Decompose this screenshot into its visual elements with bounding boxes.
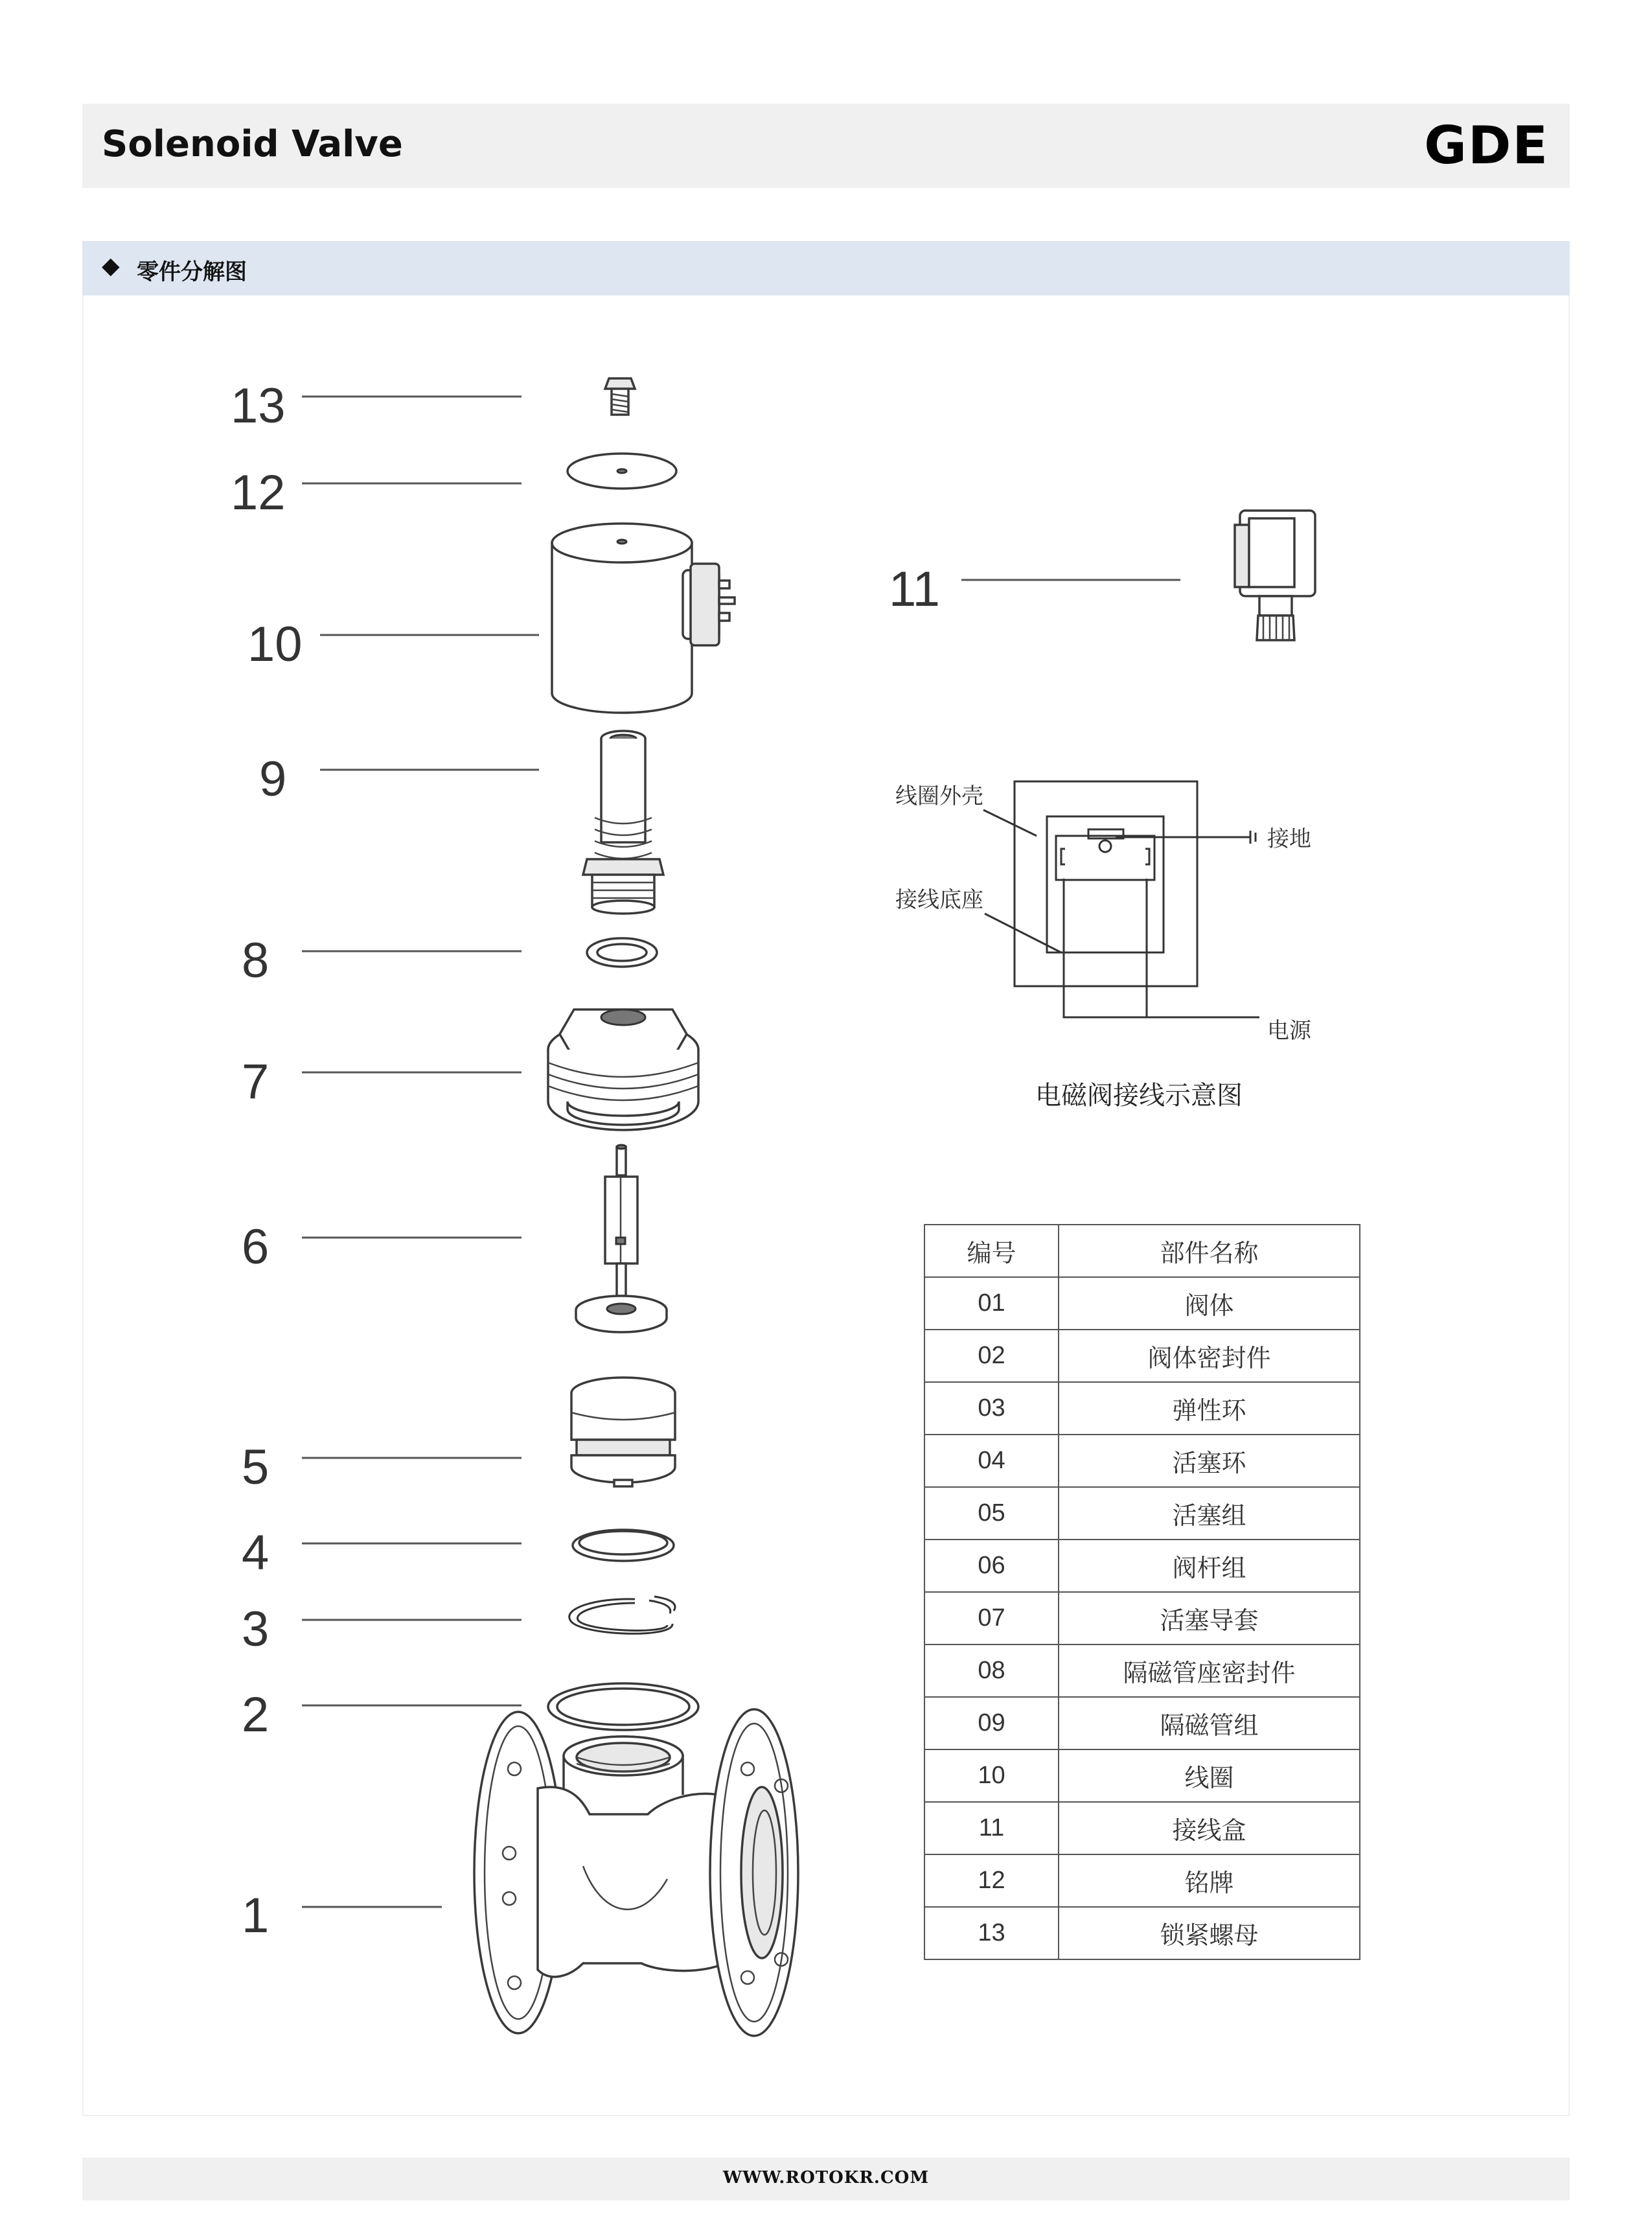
piston-ring-part	[573, 1530, 674, 1561]
part-number: 13	[924, 1907, 1059, 1959]
table-row	[924, 1802, 1360, 1854]
part-name: 隔磁管组	[1059, 1697, 1360, 1749]
piston-guide-part	[548, 1010, 698, 1130]
callout-9: 9	[259, 752, 287, 807]
table-header-row	[924, 1225, 1360, 1277]
table-row	[924, 1907, 1360, 1959]
part-name: 接线盒	[1059, 1802, 1360, 1854]
wiring-caption: 电磁阀接线示意图	[1035, 1081, 1243, 1111]
part-name: 弹性环	[1059, 1382, 1360, 1435]
document-title: Solenoid Valve	[102, 123, 403, 165]
part-name: 隔磁管座密封件	[1059, 1644, 1360, 1697]
section-title: 零件分解图	[137, 259, 247, 285]
part-name: 线圈	[1059, 1749, 1360, 1802]
part-number: 12	[924, 1854, 1059, 1907]
header-number: 编号	[924, 1225, 1059, 1277]
part-name: 阀体	[1059, 1277, 1360, 1330]
tube-seat-seal-part	[587, 938, 657, 967]
callout-3: 3	[242, 1602, 270, 1657]
table-row	[924, 1382, 1360, 1435]
header-part-name: 部件名称	[1059, 1225, 1360, 1277]
label-coil-housing: 线圈外壳	[895, 783, 983, 809]
part-number: 05	[924, 1487, 1059, 1540]
callout-5: 5	[242, 1440, 270, 1495]
part-number: 09	[924, 1697, 1059, 1749]
part-name: 活塞环	[1059, 1435, 1360, 1487]
isolation-tube-part	[583, 731, 663, 914]
callout-2: 2	[242, 1687, 270, 1742]
part-name: 活塞导套	[1059, 1592, 1360, 1644]
table-row	[924, 1644, 1360, 1697]
part-number: 10	[924, 1749, 1059, 1802]
label-power: 电源	[1267, 1018, 1311, 1044]
elastic-ring-part	[569, 1597, 675, 1633]
footer-bar	[82, 2158, 1570, 2200]
table-row	[924, 1435, 1360, 1487]
table-row	[924, 1592, 1360, 1644]
table-row	[924, 1330, 1360, 1382]
part-name: 阀杆组	[1059, 1540, 1360, 1592]
callout-11: 11	[889, 562, 940, 617]
table-row	[924, 1749, 1360, 1802]
part-number: 01	[924, 1277, 1059, 1330]
terminal-box-part	[1235, 511, 1315, 640]
part-number: 11	[924, 1802, 1059, 1854]
coil-part	[552, 524, 735, 713]
diamond-bullet-icon: ◆	[102, 253, 120, 279]
callout-10: 10	[247, 617, 303, 672]
callout-12: 12	[231, 465, 286, 520]
footer-website-link[interactable]: WWW.ROTOKR.COM	[722, 2168, 930, 2187]
part-name: 活塞组	[1059, 1487, 1360, 1540]
valve-stem-part	[576, 1145, 667, 1332]
callout-13: 13	[231, 378, 286, 433]
callout-6: 6	[242, 1219, 270, 1275]
callout-4: 4	[242, 1525, 270, 1580]
table-row	[924, 1540, 1360, 1592]
part-number: 03	[924, 1382, 1059, 1435]
wiring-schematic	[895, 781, 1312, 1111]
nameplate-part	[568, 454, 676, 489]
part-number: 06	[924, 1540, 1059, 1592]
parts-table	[924, 1224, 1360, 1960]
table-row	[924, 1487, 1360, 1540]
lock-nut-part	[605, 378, 635, 415]
brand-logo: GDE	[1424, 115, 1549, 176]
label-terminal-base: 接线底座	[895, 887, 983, 913]
piston-assembly-part	[571, 1378, 675, 1486]
table-row	[924, 1277, 1360, 1330]
part-number: 08	[924, 1644, 1059, 1697]
part-name: 铭牌	[1059, 1854, 1360, 1907]
callout-7: 7	[242, 1054, 270, 1109]
part-name: 阀体密封件	[1059, 1330, 1360, 1382]
part-name: 锁紧螺母	[1059, 1907, 1360, 1959]
coil-housing-outline	[1015, 781, 1197, 986]
terminal-block	[1056, 836, 1154, 880]
valve-body-part	[474, 1709, 798, 2036]
label-ground: 接地	[1267, 826, 1311, 852]
table-row	[924, 1697, 1360, 1749]
callout-1: 1	[242, 1888, 270, 1943]
body-seal-part	[548, 1683, 698, 1730]
part-number: 04	[924, 1435, 1059, 1487]
callout-8: 8	[242, 933, 270, 988]
part-number: 02	[924, 1330, 1059, 1382]
table-row	[924, 1854, 1360, 1907]
part-number: 07	[924, 1592, 1059, 1644]
